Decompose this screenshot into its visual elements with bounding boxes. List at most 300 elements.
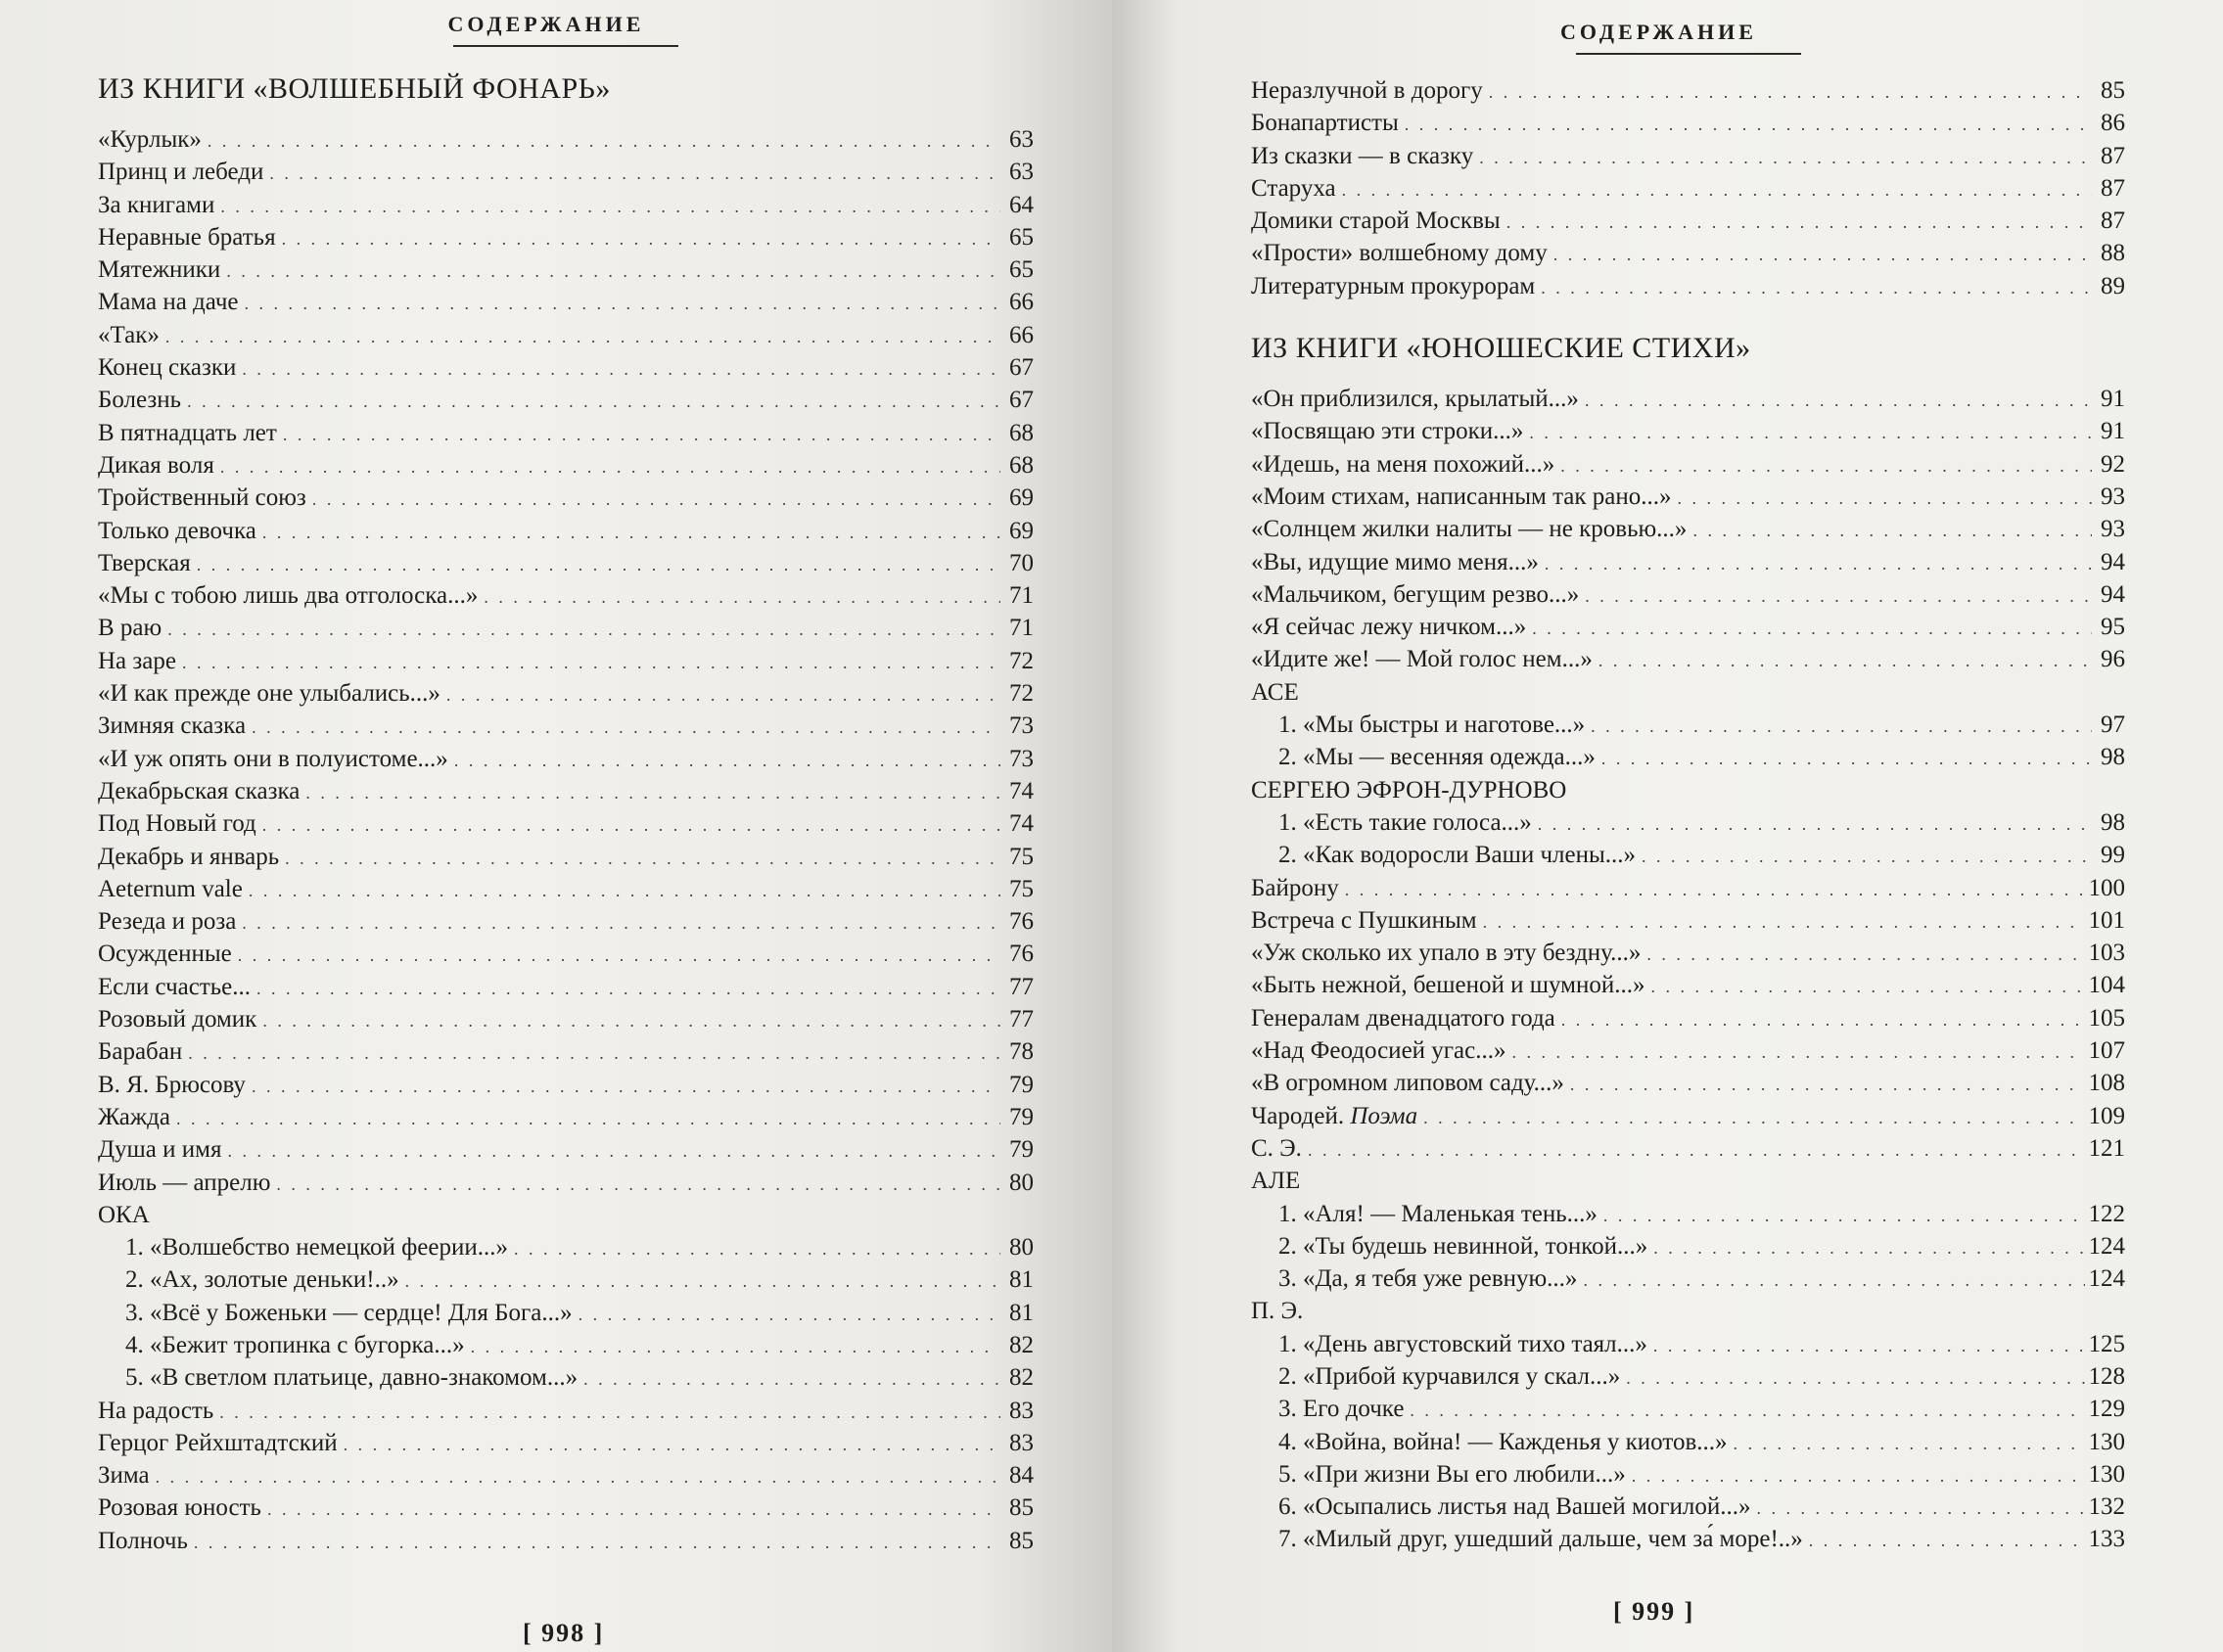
running-head: СОДЕРЖАНИЕ (1560, 20, 1757, 44)
toc-entry (98, 807, 1034, 840)
toc-entry-genre: Поэма (1350, 1102, 1418, 1129)
toc-entry (98, 873, 1034, 905)
toc-entry-title-text: В. Я. Брюсову (98, 1071, 246, 1098)
toc-entry (98, 1035, 1034, 1068)
toc-entry-title (1251, 969, 1650, 1001)
toc-entry-title-text: ОКА (98, 1201, 150, 1228)
toc-entry-title-text: На радость (98, 1397, 214, 1424)
toc-entry-title (98, 1427, 344, 1459)
toc-entry (1251, 937, 2125, 969)
toc-list (98, 123, 1034, 1557)
toc-entry (1251, 1132, 2125, 1165)
toc-entry-title (1251, 513, 1692, 545)
toc-entry (1251, 172, 2125, 205)
toc-entry-title-text: 3. «Да, я тебя уже ревную...» (1278, 1265, 1578, 1293)
toc-entry-title-text: Зимняя сказка (98, 712, 247, 740)
dot-leader (1553, 239, 2092, 271)
toc-entry-title-text: 1. «Есть такие голоса...» (1278, 808, 1532, 836)
toc-page-number: 81 (1009, 1299, 1034, 1326)
toc-entry-title-text: «Курлык» (98, 126, 202, 153)
toc-page-number: 67 (1009, 354, 1034, 382)
toc-entry-title (98, 547, 197, 579)
toc-page-number: 109 (2088, 1102, 2125, 1129)
toc-entry (1251, 741, 2125, 773)
toc-entry-title-text: Розовая юность (98, 1494, 261, 1522)
toc-entry-title (98, 1297, 579, 1329)
toc-entry-title (98, 1491, 267, 1524)
toc-page-number: 94 (2101, 580, 2125, 608)
toc-entry-title-text: АСЕ (1251, 678, 1299, 706)
toc-page-number: 100 (2088, 874, 2125, 901)
toc-page-number: 98 (2101, 744, 2125, 771)
toc-page-number: 88 (2101, 240, 2125, 267)
toc-page-number: 75 (1009, 875, 1034, 902)
toc-entry-title (98, 938, 238, 970)
dot-leader (156, 1461, 1000, 1493)
toc-entry (98, 1263, 1034, 1296)
toc-entry-title-text: 2. «Прибой курчавился у скал...» (1278, 1362, 1621, 1390)
toc-entry-title-text: Байрону (1251, 874, 1339, 901)
toc-page-number: 99 (2101, 842, 2125, 869)
toc-entry (1251, 709, 2125, 741)
dot-leader (1653, 1330, 2085, 1362)
toc-page-number: 103 (2088, 940, 2125, 967)
toc-entry-title (1251, 1458, 1632, 1491)
dot-leader (1570, 1069, 2085, 1101)
toc-entry (1251, 1230, 2125, 1262)
toc-entry-title (98, 1525, 194, 1557)
toc-entry-title-text: 4. «Война, война! — Кажденья у киотов...» (1278, 1428, 1728, 1455)
toc-entry-title (98, 1133, 227, 1166)
toc-page-number: 91 (2101, 386, 2125, 413)
toc-entry-title (1251, 1426, 1734, 1458)
toc-page-number: 74 (1009, 777, 1034, 804)
toc-entry-title (1251, 1393, 1410, 1425)
toc-entry-title-text: Старуха (1251, 174, 1336, 202)
toc-entry-title-text: 1. «Волшебство немецкой феерии...» (125, 1234, 508, 1262)
page-number: [ 999 ] (1613, 1597, 1695, 1626)
toc-entry-title (98, 1329, 471, 1361)
toc-entry (98, 1491, 1034, 1524)
toc-page-number: 67 (1009, 387, 1034, 414)
toc-entry-title-text: С. Э. (1251, 1134, 1302, 1162)
toc-page-number: 68 (1009, 419, 1034, 446)
toc-entry-title (1251, 481, 1678, 513)
toc-page-number: 129 (2088, 1396, 2125, 1423)
toc-entry-title-text: Тройственный союз (98, 484, 306, 512)
dot-leader (1423, 1102, 2084, 1134)
toc-entry-title (1251, 107, 1405, 139)
dot-leader (446, 679, 1000, 711)
running-head-rule (1576, 53, 1801, 55)
toc-entry (1251, 969, 2125, 1001)
toc-entry-title-text: Декабрь и январь (98, 843, 280, 870)
toc-entry-title (1251, 448, 1560, 481)
toc-entry (1251, 578, 2125, 611)
toc-entry-title-text: «Вы, идущие мимо меня...» (1251, 548, 1539, 575)
toc-entry (1251, 1458, 2125, 1491)
toc-entry (1251, 1100, 2125, 1132)
toc-entry-title-text: 1. «Мы быстры и наготове...» (1278, 711, 1586, 739)
toc-entry (98, 1101, 1034, 1133)
toc-entry-title-text: «И уж опять они в полуистоме...» (98, 745, 448, 772)
toc-page-number: 130 (2088, 1428, 2125, 1455)
dot-leader (1506, 206, 2092, 239)
toc-entry-title (98, 971, 256, 1003)
toc-entry (98, 775, 1034, 807)
toc-page-number: 84 (1009, 1462, 1034, 1490)
toc-entry (98, 677, 1034, 710)
toc-entry-title-text: В раю (98, 615, 162, 642)
toc-entry (98, 1133, 1034, 1166)
dot-leader (1653, 1232, 2084, 1264)
toc-entry-title-text: «Так» (98, 321, 160, 348)
toc-entry-title (98, 1263, 405, 1296)
toc-entry-title (98, 873, 249, 905)
dot-leader (1561, 1004, 2085, 1036)
toc-list (1251, 383, 2125, 1556)
toc-entry (1251, 513, 2125, 545)
toc-entry-title (98, 1167, 276, 1199)
dot-leader (1632, 1460, 2085, 1492)
toc-entry-title-text: Душа и имя (98, 1136, 222, 1164)
toc-entry-title (1251, 74, 1489, 107)
toc-page-number: 93 (2101, 516, 2125, 543)
toc-entry-title (1251, 1230, 1653, 1262)
toc-page-number: 66 (1009, 289, 1034, 316)
toc-entry (1251, 481, 2125, 513)
dot-leader (194, 1527, 1000, 1559)
dot-leader (283, 419, 1000, 451)
toc-subheading (1251, 1295, 2125, 1327)
toc-entry-title-text: Генералам двенадцатого года (1251, 1004, 1555, 1032)
toc-entry-title-text: Если счастье... (98, 973, 252, 1000)
toc-entry (1251, 806, 2125, 839)
toc-entry (98, 905, 1034, 938)
right-page (1112, 0, 2223, 1652)
toc-page-number: 83 (1009, 1429, 1034, 1456)
dot-leader (1598, 645, 2092, 677)
toc-entry-title (98, 807, 262, 840)
toc-entry (98, 449, 1034, 482)
dot-leader (249, 875, 1000, 907)
toc-entry-title (1251, 806, 1538, 839)
toc-entry-title-text: Конец сказки (98, 354, 237, 382)
toc-entry (98, 319, 1034, 351)
toc-page-number: 105 (2088, 1004, 2125, 1032)
dot-leader (583, 1363, 1000, 1396)
toc-page-number: 122 (2088, 1200, 2125, 1227)
toc-entry-title (1251, 1165, 1300, 1197)
toc-page-number: 76 (1009, 908, 1034, 936)
toc-entry (98, 743, 1034, 775)
dot-leader (484, 581, 1000, 614)
toc-entry-title-text: 5. «В светлом платьице, давно-знакомом...» (125, 1364, 579, 1392)
toc-page-number: 75 (1009, 843, 1034, 870)
dot-leader (305, 777, 1000, 809)
toc-entry (98, 645, 1034, 677)
toc-entry-title (1251, 1198, 1603, 1230)
toc-entry-title-text: Чародей. (1251, 1102, 1345, 1129)
dot-leader (285, 843, 1000, 875)
toc-page-number: 68 (1009, 451, 1034, 479)
toc-page-number: 73 (1009, 745, 1034, 772)
toc-page-number: 87 (2101, 207, 2125, 235)
toc-entry-title-text: Зима (98, 1462, 150, 1490)
toc-entry-title-text: П. Э. (1251, 1298, 1304, 1325)
toc-page-number: 63 (1009, 159, 1034, 186)
toc-page-number: 104 (2088, 972, 2125, 999)
toc-entry-title-text: «Прости» волшебному дому (1251, 240, 1548, 267)
toc-page-number: 74 (1009, 810, 1034, 838)
toc-entry-title (1251, 1295, 1303, 1327)
toc-entry-title-text: 7. «Милый друг, ушедший дальше, чем за́ море!..» (1278, 1526, 1803, 1553)
toc-page-number: 125 (2088, 1330, 2125, 1357)
toc-entry-title (98, 1459, 156, 1491)
dot-leader (1538, 808, 2092, 841)
toc-entry-title-text: Розовый домик (98, 1006, 257, 1033)
toc-entry-title-text: 4. «Бежит тропинка с бугорка...» (125, 1331, 465, 1358)
dot-leader (276, 1169, 1000, 1201)
toc-page-number: 71 (1009, 615, 1034, 642)
toc-page-number: 97 (2101, 711, 2125, 739)
toc-entry-title-text: Полночь (98, 1527, 188, 1554)
toc-entry-title-text: Жажда (98, 1103, 170, 1130)
dot-leader (167, 614, 1000, 646)
dot-leader (1585, 385, 2092, 417)
toc-entry-title (1251, 546, 1545, 578)
dot-leader (1560, 450, 2092, 482)
toc-entry-title (1251, 709, 1591, 741)
toc-entry (1251, 1491, 2125, 1523)
toc-entry-title (98, 351, 242, 384)
dot-leader (514, 1233, 1000, 1265)
toc-page-number: 77 (1009, 1006, 1034, 1033)
toc-entry-title (98, 1035, 188, 1068)
toc-page-number: 72 (1009, 680, 1034, 708)
toc-entry-title-text: «Моим стихам, написанным так рано...» (1251, 482, 1672, 510)
toc-entry-title-text: 2. «Ах, золотые деньки!..» (125, 1266, 399, 1294)
toc-entry (98, 1525, 1034, 1557)
toc-entry-title (98, 449, 220, 482)
toc-entry-title-text: «Солнцем жилки налиты — не кровью...» (1251, 516, 1688, 543)
toc-entry-title-text: Неразлучной в дорогу (1251, 77, 1483, 104)
toc-entry (98, 384, 1034, 416)
toc-entry (1251, 1034, 2125, 1067)
toc-subheading (1251, 1165, 2125, 1197)
toc-entry-title-text: Тверская (98, 549, 191, 576)
dot-leader (1757, 1492, 2085, 1525)
toc-page-number: 63 (1009, 126, 1034, 153)
toc-entry-title (98, 123, 208, 156)
toc-page-number: 96 (2101, 646, 2125, 673)
toc-entry (98, 189, 1034, 221)
toc-entry-title (98, 515, 262, 547)
dot-leader (1342, 174, 2092, 206)
toc-entry-title (1251, 1328, 1653, 1360)
toc-entry-title-text: «Быть нежной, бешеной и шумной...» (1251, 972, 1645, 999)
toc-entry-title (98, 677, 446, 710)
toc-entry (98, 1395, 1034, 1427)
dot-leader (1603, 1200, 2085, 1232)
dot-leader (1541, 272, 2092, 304)
toc-page-number: 128 (2088, 1362, 2125, 1390)
toc-page-number: 76 (1009, 941, 1034, 968)
toc-entry-title (98, 905, 242, 938)
dot-leader (1512, 1036, 2085, 1069)
toc-entry-title (98, 710, 252, 742)
toc-entry (1251, 140, 2125, 172)
toc-entry (98, 1069, 1034, 1101)
toc-entry-title-text: Герцог Рейхштадтский (98, 1429, 338, 1456)
toc-entry-title (1251, 904, 1483, 937)
toc-entry-title (98, 482, 312, 514)
dot-leader (1601, 743, 2092, 775)
toc-entry-title (98, 156, 269, 188)
toc-page-number: 93 (2101, 482, 2125, 510)
toc-entry (98, 1167, 1034, 1199)
dot-leader (220, 451, 1000, 483)
toc-entry (98, 253, 1034, 286)
toc-entry-title-text: 6. «Осыпались листья над Вашей могилой...» (1278, 1493, 1751, 1521)
dot-leader (219, 1397, 1000, 1429)
toc-entry (1251, 904, 2125, 937)
running-head: СОДЕРЖАНИЕ (447, 12, 645, 36)
toc-entry-title (98, 417, 283, 449)
toc-entry-title-text: Бонапартисты (1251, 110, 1399, 137)
toc-page-number: 73 (1009, 712, 1034, 740)
toc-page-number: 107 (2088, 1037, 2125, 1065)
toc-page-number: 65 (1009, 256, 1034, 284)
toc-entry-title (98, 1003, 262, 1035)
toc-entry-title (98, 384, 187, 416)
toc-page-number: 87 (2101, 142, 2125, 169)
toc-entry (1251, 839, 2125, 871)
toc-page-number: 79 (1009, 1136, 1034, 1164)
toc-entry (98, 1231, 1034, 1263)
toc-entry (98, 221, 1034, 253)
dot-leader (1483, 906, 2085, 939)
toc-entry (98, 286, 1034, 318)
toc-page-number: 124 (2088, 1265, 2125, 1293)
dot-leader (1583, 1264, 2084, 1297)
toc-entry-title (98, 645, 182, 677)
toc-entry-title-text: Только девочка (98, 517, 256, 544)
toc-entry-title-text: «Уж сколько их упало в эту бездну...» (1251, 940, 1642, 967)
dot-leader (188, 1037, 1000, 1070)
toc-entry-title (98, 1395, 219, 1427)
toc-entry-title-text: В пятнадцать лет (98, 419, 277, 446)
toc-entry (1251, 1262, 2125, 1295)
toc-entry-title-text: Принц и лебеди (98, 159, 264, 186)
dot-leader (187, 386, 1000, 418)
dot-leader (262, 517, 1000, 549)
page-number: [ 998 ] (523, 1619, 605, 1647)
toc-entry (98, 1003, 1034, 1035)
toc-page-number: 72 (1009, 647, 1034, 674)
toc-entry (1251, 237, 2125, 269)
toc-entry (98, 710, 1034, 742)
toc-entry-title-text: «И как прежде оне улыбались...» (98, 680, 440, 708)
toc-entry (1251, 74, 2125, 107)
toc-entry-title-text: «Он приблизился, крылатый...» (1251, 386, 1579, 413)
toc-entry-title-text: Декабрьская сказка (98, 777, 301, 804)
toc-entry-title-text: «Я сейчас лежу ничком...» (1251, 614, 1527, 641)
dot-leader (405, 1265, 1000, 1298)
toc-entry-title (1251, 237, 1553, 269)
toc-entry (98, 482, 1034, 514)
toc-entry-title-text: «В огромном липовом саду...» (1251, 1070, 1564, 1097)
toc-page-number: 87 (2101, 174, 2125, 202)
dot-leader (1591, 711, 2092, 743)
toc-entry-title (1251, 1002, 1561, 1034)
dot-leader (165, 321, 1000, 353)
toc-page-number: 132 (2088, 1493, 2125, 1521)
toc-entry-title-text: «Идешь, на меня похожий...» (1251, 450, 1555, 478)
toc-page-number: 86 (2101, 110, 2125, 137)
toc-entry-title (98, 1199, 150, 1231)
toc-page-number: 98 (2101, 808, 2125, 836)
toc-list (1251, 74, 2125, 302)
toc-entry-title-text: 1. «Аля! — Маленькая тень...» (1278, 1200, 1598, 1227)
dot-leader (252, 1071, 1000, 1103)
toc-entry (98, 938, 1034, 970)
toc-entry-title (1251, 872, 1345, 904)
dot-leader (262, 809, 1000, 842)
dot-leader (312, 483, 1000, 516)
toc-entry (98, 612, 1034, 644)
toc-entry (98, 417, 1034, 449)
toc-entry-title (98, 189, 220, 221)
toc-entry-title (98, 253, 226, 286)
toc-entry (1251, 1002, 2125, 1034)
dot-leader (1809, 1525, 2085, 1557)
toc-page-number: 82 (1009, 1331, 1034, 1358)
dot-leader (262, 1005, 1000, 1037)
toc-entry-title (1251, 774, 1566, 806)
toc-entry-title-text: Мама на даче (98, 289, 239, 316)
toc-entry-title-text: 2. «Мы — весенняя одежда...» (1278, 744, 1596, 771)
dot-leader (256, 973, 1000, 1005)
toc-entry-title-text: АЛЕ (1251, 1168, 1301, 1195)
toc-entry (98, 1427, 1034, 1459)
toc-entry (1251, 1523, 2125, 1555)
toc-entry-title (1251, 1491, 1757, 1523)
dot-leader (1642, 841, 2092, 873)
toc-entry-title-text: 5. «При жизни Вы его любили...» (1278, 1460, 1626, 1488)
toc-entry-title-text: 2. «Ты будешь невинной, тонкой...» (1278, 1232, 1648, 1260)
toc-page-number: 69 (1009, 484, 1034, 512)
dot-leader (1692, 515, 2092, 547)
toc-entry-title (98, 1231, 514, 1263)
toc-entry-title (98, 1101, 176, 1133)
toc-entry-title (1251, 1100, 1423, 1132)
toc-page-number: 91 (2101, 418, 2125, 445)
toc-page-number: 124 (2088, 1232, 2125, 1260)
toc-page-number: 85 (1009, 1494, 1034, 1522)
toc-entry-title (1251, 1523, 1809, 1555)
toc-entry-title (1251, 1067, 1570, 1099)
dot-leader (471, 1331, 1000, 1363)
toc-page-number: 77 (1009, 973, 1034, 1000)
dot-leader (1345, 874, 2085, 906)
toc-entry (1251, 1393, 2125, 1425)
toc-entry (1251, 546, 2125, 578)
section-title: ИЗ КНИГИ «ВОЛШЕБНЫЙ ФОНАРЬ» (98, 72, 611, 105)
toc-entry (98, 156, 1034, 188)
toc-entry-title (1251, 839, 1642, 871)
dot-leader (579, 1299, 1000, 1331)
